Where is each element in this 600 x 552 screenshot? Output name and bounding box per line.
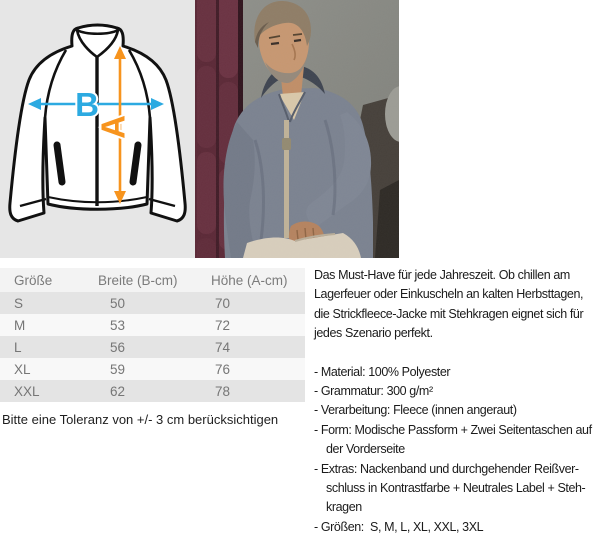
width-label: B — [75, 86, 99, 123]
table-row-l — [0, 336, 305, 358]
table-row-s — [0, 292, 305, 314]
description-line: die Strickfleece-Jacke mit Stehkragen eignet sich für — [314, 306, 584, 321]
breite-cell: 59 — [110, 361, 126, 377]
description-intro — [314, 266, 600, 344]
spec-line-verarbeitung: - Verarbeitung: Fleece (innen angeraut) — [314, 403, 517, 418]
spec-line-extras-cont: schluss in Kontrastfarbe + Neutrales Label + Steh- — [326, 480, 586, 495]
description-line: Das Must-Have für jede Jahreszeit. Ob chillen am — [314, 268, 570, 282]
spec-line-grammatur: - Grammatur: 300 g/m² — [314, 383, 433, 398]
size-cell: L — [14, 339, 22, 355]
size-cell: S — [14, 295, 24, 311]
product-photo[interactable] — [195, 0, 399, 258]
hoehe-cell: 74 — [215, 339, 231, 355]
zipper-slider — [282, 138, 291, 150]
header-hoehe: Höhe (A-cm) — [211, 272, 288, 288]
spec-line-extras: - Extras: Nackenband und durchgehender Reißver- — [314, 461, 579, 476]
size-cell: XXL — [14, 383, 40, 399]
description-line: Lagerfeuer oder Einkuscheln an kalten Herbsttagen, — [314, 287, 584, 302]
size-diagram-image[interactable] — [0, 0, 195, 258]
spec-line-form-cont: der Vorderseite — [326, 442, 405, 457]
description-line: jedes Szenario perfekt. — [314, 326, 433, 341]
height-label: A — [94, 115, 132, 139]
spec-line-material: - Material: 100% Polyester — [314, 364, 451, 379]
right-pocket — [133, 145, 138, 182]
size-cell: XL — [14, 361, 31, 377]
left-pocket — [57, 145, 62, 182]
product-description — [314, 266, 600, 537]
hoehe-cell: 78 — [215, 383, 231, 399]
breite-cell: 62 — [110, 383, 126, 399]
size-table-header — [0, 268, 305, 292]
jacket-sketch — [0, 0, 195, 258]
zipper-tape — [284, 120, 289, 238]
hoehe-cell: 76 — [215, 361, 231, 377]
header-groesse: Größe — [14, 272, 53, 288]
hoehe-cell: 72 — [215, 317, 231, 333]
table-row-xl — [0, 358, 305, 380]
breite-cell: 50 — [110, 295, 126, 311]
spec-line-form: - Form: Modische Passform + Zwei Seitentaschen auf — [314, 422, 592, 437]
tolerance-note: Bitte eine Toleranz von +/- 3 cm berücksichtigen — [2, 412, 279, 427]
size-table — [0, 268, 305, 402]
spec-line-extras-cont2: kragen — [326, 500, 362, 515]
spec-list — [314, 363, 600, 538]
hoehe-cell: 70 — [215, 295, 231, 311]
breite-cell: 53 — [110, 317, 126, 333]
size-cell: M — [14, 317, 26, 333]
header-breite: Breite (B-cm) — [98, 272, 178, 288]
photo-scene — [195, 0, 399, 258]
table-row-m — [0, 314, 305, 336]
table-row-xxl — [0, 380, 305, 402]
breite-cell: 56 — [110, 339, 126, 355]
spec-line-groessen: - Größen: S, M, L, XL, XXL, 3XL — [314, 519, 484, 534]
